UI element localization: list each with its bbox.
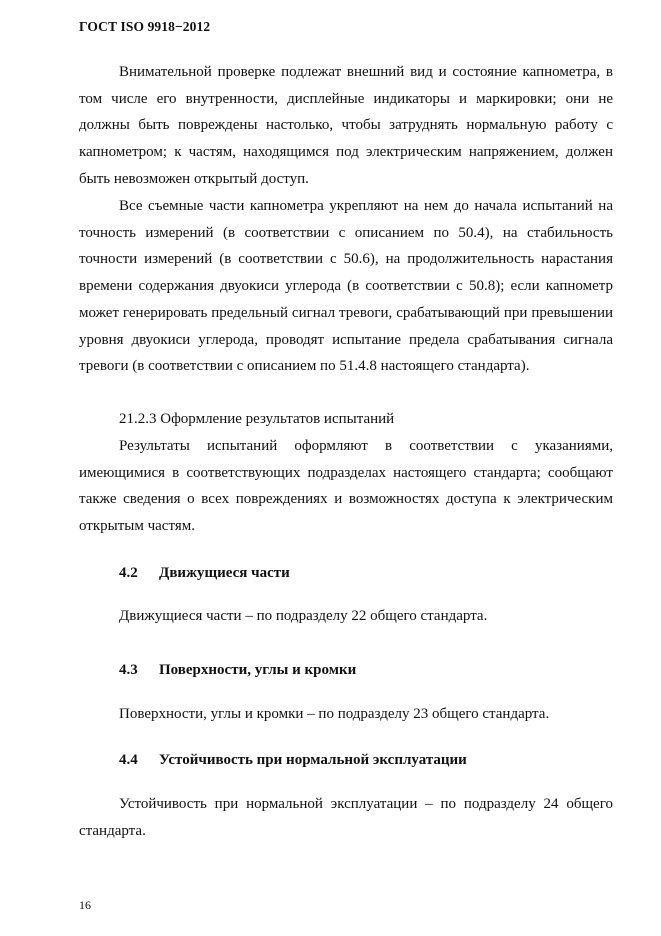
section-heading-4-3	[119, 662, 356, 679]
paragraph-results: Результаты испытаний оформляют в соответствии с указаниями, имеющимися в соответствующих подразделах настоящего стандарта; сообщают также сведения о всех повреждениях и возможностях доступа к электрическим открытым частям.	[79, 438, 613, 535]
section-number: 4.3	[119, 662, 138, 678]
section-title: Поверхности, углы и кромки	[159, 662, 357, 678]
section-title: Движущиеся части	[159, 565, 290, 581]
paragraph-inspection: Внимательной проверке подлежат внешний вид и состояние капнометра, в том числе его внутренности, дисплейные индикаторы и маркировки; они не должны быть повреждены настолько, чтобы затруднять нормальную работу с капнометром; к частям, находящимся под электрическим напряжением, должен быть невозможен открытый доступ.	[79, 64, 613, 187]
section-heading-4-2	[119, 565, 290, 582]
section-heading-4-4	[119, 752, 467, 769]
section-text-4-3: Поверхности, углы и кромки – по подразделу 23 общего стандарта.	[119, 706, 550, 722]
paragraph-removable-parts: Все съемные части капнометра укрепляют на нем до начала испытаний на точность измерений (в соответствии с описанием по 50.4), на стабильность точности измерений (в соответствии с 50.6), на продолжительность нарастания времени содержания двуокиси углерода (в соответствии с 50.8); если капнометр может генерировать предельный сигнал тревоги, срабатывающий при превышении уровня двуокиси углерода, проводят испытание предела срабатывания сигнала тревоги (в соответствии с описанием по 51.4.8 настоящего стандарта).	[79, 198, 613, 375]
page-number: 16	[79, 898, 91, 912]
document-header: ГОСТ ISO 9918−2012	[79, 19, 211, 34]
subclause-title: 21.2.3 Оформление результатов испытаний	[119, 411, 395, 427]
section-title: Устойчивость при нормальной эксплуатации	[159, 752, 467, 768]
section-text-4-4: Устойчивость при нормальной эксплуатации – по подразделу 24 общего стандарта.	[79, 796, 613, 839]
section-text-4-2: Движущиеся части – по подразделу 22 общего стандарта.	[119, 608, 488, 624]
section-number: 4.4	[119, 752, 138, 768]
section-number: 4.2	[119, 565, 138, 581]
